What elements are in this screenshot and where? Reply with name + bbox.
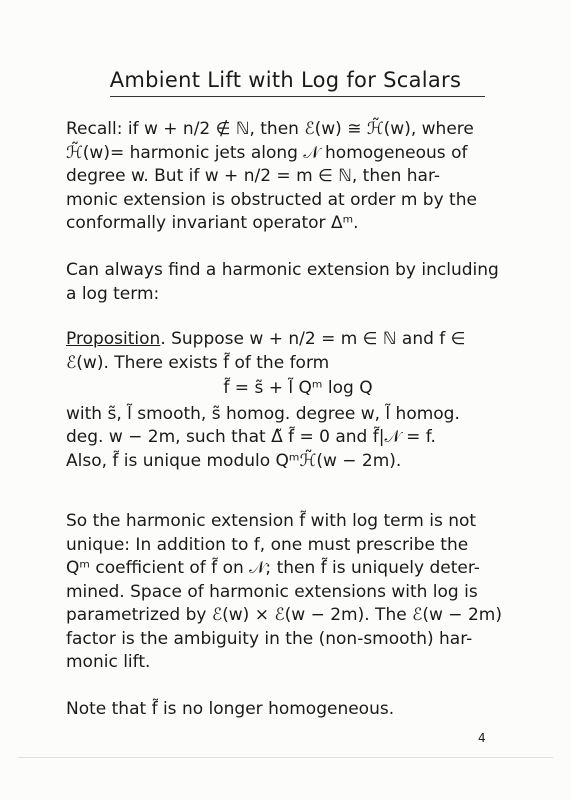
log-term-paragraph — [66, 259, 530, 306]
uniqueness-line-3: Qᵐ coefficient of f̃ on 𝒩; then f̃ is uniquely deter- — [66, 558, 480, 578]
closing-note — [66, 698, 530, 722]
uniqueness-line-7: monic lift. — [66, 652, 151, 672]
recall-line-3: degree w. But if w + n/2 = m ∈ ℕ, then har- — [66, 166, 440, 186]
proposition-line-1-text: . Suppose w + n/2 = m ∈ ℕ and f ∈ — [160, 329, 466, 349]
uniqueness-line-6: factor is the ambiguity in the (non-smooth) har- — [66, 628, 473, 649]
proposition-line-4: deg. w − 2m, such that Δ̃ f̃ = 0 and f̃|𝒩 = f. — [66, 427, 436, 447]
log-line-1: Can always find a harmonic extension by including — [66, 260, 499, 280]
title-underline — [110, 96, 485, 97]
uniqueness-line-4: mined. Space of harmonic extensions with log is — [66, 581, 478, 602]
bottom-divider — [18, 757, 553, 758]
recall-line-4: monic extension is obstructed at order m by the — [66, 189, 477, 210]
page-title: Ambient Lift with Log for Scalars — [109, 68, 462, 92]
proposition-block — [66, 328, 530, 473]
proposition-equation: f̃ = s̃ + l̃ Qᵐ log Q — [223, 378, 373, 398]
proposition-line-2: ℰ(w). There exists f̃ of the form — [66, 352, 330, 373]
uniqueness-line-1: So the harmonic extension f̃ with log term is not — [66, 511, 477, 531]
recall-line-2: ℋ̃(w)= harmonic jets along 𝒩 homogeneous of — [66, 142, 468, 163]
recall-line-5: conformally invariant operator Δᵐ. — [66, 213, 359, 233]
recall-paragraph — [66, 118, 530, 236]
proposition-line-1 — [66, 328, 530, 352]
recall-line-1: Recall: if w + n/2 ∉ ℕ, then ℰ(w) ≅ ℋ̃(w), where — [66, 119, 474, 139]
uniqueness-paragraph — [66, 510, 530, 675]
proposition-line-5: Also, f̃ is unique modulo Qᵐℋ̃(w − 2m). — [66, 450, 402, 471]
page-number: 4 — [478, 731, 486, 745]
closing-note-text: Note that f̃ is no longer homogeneous. — [66, 699, 395, 719]
log-line-2: a log term: — [66, 283, 160, 304]
proposition-line-3: with s̃, l̃ smooth, s̃ homog. degree w, l̃ homog. — [66, 403, 460, 424]
uniqueness-line-2: unique: In addition to f, one must prescribe the — [66, 534, 469, 555]
proposition-label: Proposition — [66, 329, 161, 349]
uniqueness-line-5: parametrized by ℰ(w) × ℰ(w − 2m). The ℰ(w − 2m) — [66, 605, 502, 625]
